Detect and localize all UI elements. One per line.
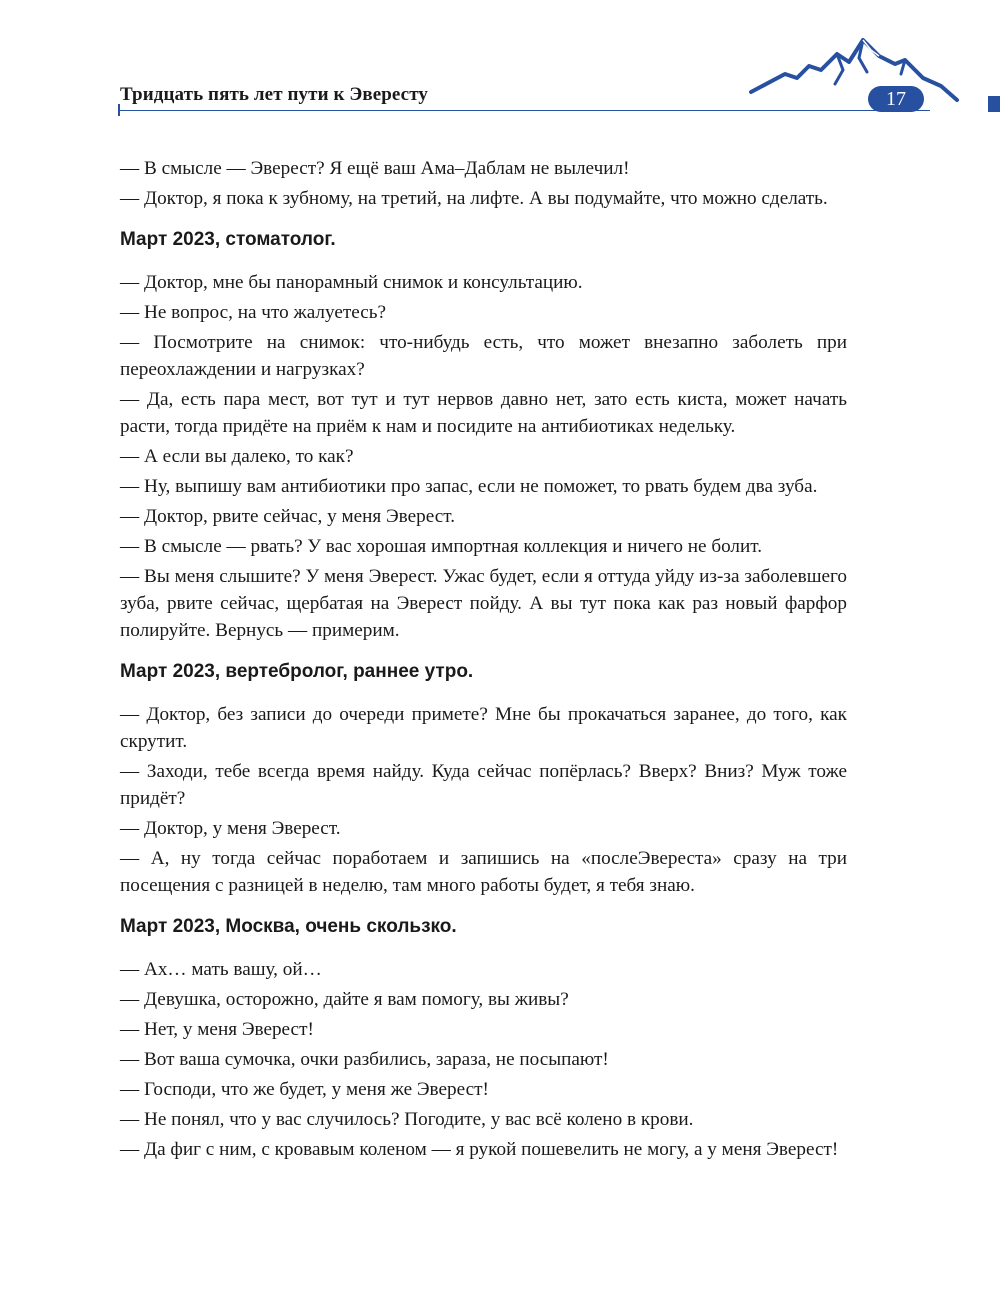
page-body [120,155,847,1166]
dialogue-line: — Доктор, мне бы панорамный снимок и консультацию. [120,272,583,293]
dialogue-line: — Доктор, я пока к зубному, на третий, на лифте. А вы подумайте, что можно сделать. [120,188,828,209]
dialogue-line: — В смысле — рвать? У вас хорошая импортная коллекция и ничего не болит. [120,536,763,557]
dialogue-line: — Вот ваша сумочка, очки разбились, зараза, не посыпают! [120,1049,609,1070]
dialogue-line: — Девушка, осторожно, дайте я вам помогу, вы живы? [120,989,569,1010]
dialogue-line: — Да фиг с ним, с кровавым коленом — я рукой пошевелить не могу, а у меня Эверест! [120,1139,839,1160]
dialogue-line: — Ах… мать вашу, ой… [120,959,322,980]
mountain-icon [745,36,960,116]
dialogue-line: — Посмотрите на снимок: что-нибудь есть, что может внезапно заболеть при переохлаждении и нагрузках? [120,332,847,380]
dialogue-line: — Доктор, рвите сейчас, у меня Эверест. [120,506,455,527]
dialogue-line: — А, ну тогда сейчас поработаем и запишись на «послеЭвереста» сразу на три посещения с разницей в неделю, там много работы будет, я тебя знаю. [120,848,847,896]
section-heading: Март 2023, Москва, очень скользко. [120,916,457,937]
dialogue-line: — В смысле — Эверест? Я ещё ваш Ама–Даблам не вылечил! [120,158,630,179]
dialogue-line: — Нет, у меня Эверест! [120,1019,314,1040]
running-title: Тридцать пять лет пути к Эвересту [120,84,428,105]
dialogue-line: — Доктор, у меня Эверест. [120,818,341,839]
dialogue-line: — Заходи, тебе всегда время найду. Куда сейчас попёрлась? Вверх? Вниз? Муж тоже придёт? [120,761,847,809]
dialogue-line: — Не понял, что у вас случилось? Погодите, у вас всё колено в крови. [120,1109,694,1130]
page-number: 17 [868,86,924,112]
dialogue-line: — А если вы далеко, то как? [120,446,354,467]
dialogue-line: — Вы меня слышите? У меня Эверест. Ужас будет, если я оттуда уйду из-за заболевшего зуба, рвите сейчас, щербатая на Эверест пойду. А вы тут пока как раз новый фарфор полируйте. Вернусь — примерим. [120,566,847,641]
section-heading: Март 2023, стоматолог. [120,229,336,250]
dialogue-line: — Ну, выпишу вам антибиотики про запас, если не поможет, то рвать будем два зуба. [120,476,818,497]
dialogue-line: — Да, есть пара мест, вот тут и тут нервов давно нет, зато есть киста, может начать расти, тогда придёте на приём к нам и посидите на антибиотиках недельку. [120,389,847,437]
dialogue-line: — Не вопрос, на что жалуетесь? [120,302,387,323]
section-heading: Март 2023, вертебролог, раннее утро. [120,661,474,682]
dialogue-line: — Доктор, без записи до очереди примете? Мне бы прокачаться заранее, до того, как скрутит. [120,704,847,752]
dialogue-line: — Господи, что же будет, у меня же Эверест! [120,1079,489,1100]
page-edge-marker [988,96,1000,112]
